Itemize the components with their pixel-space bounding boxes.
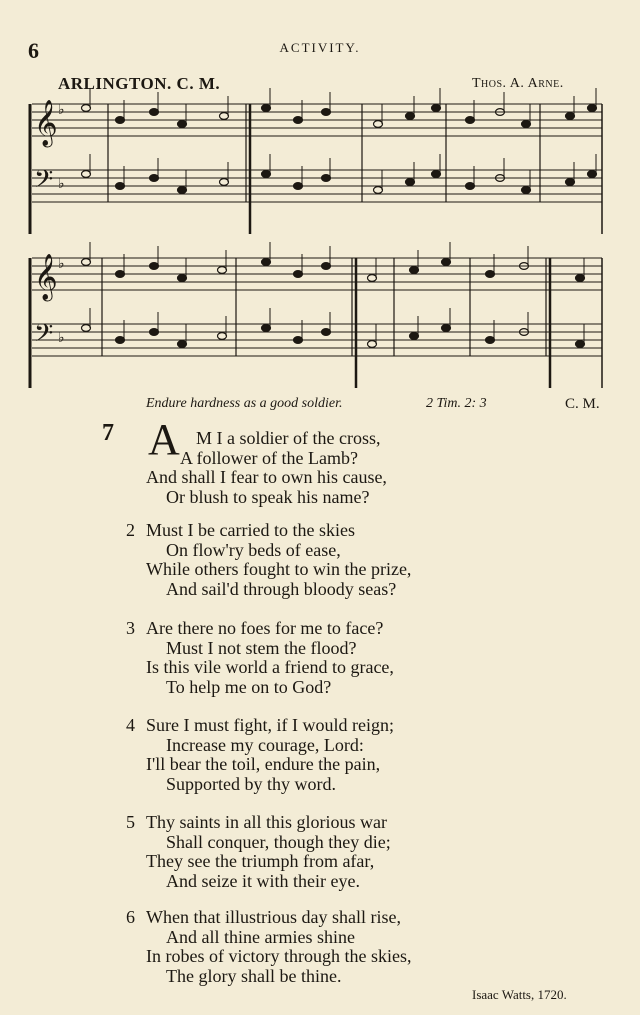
note-head bbox=[220, 113, 229, 120]
note-head bbox=[588, 105, 597, 112]
note-head bbox=[294, 337, 303, 344]
bar-lines bbox=[30, 104, 602, 388]
verse-line: To help me on to God? bbox=[166, 676, 332, 697]
verse-line: I'll bear the toil, endure the pain, bbox=[146, 754, 381, 775]
note-head bbox=[406, 113, 415, 120]
note-head bbox=[368, 341, 377, 348]
tune-name: ARLINGTON. C. M. bbox=[58, 74, 221, 93]
verse-line: In robes of victory through the skies, bbox=[146, 946, 412, 967]
verse-line: A follower of the Lamb? bbox=[180, 447, 358, 468]
staff-lines bbox=[32, 104, 602, 356]
verse-line: And all thine armies shine bbox=[166, 926, 355, 947]
treble-clef: 𝄞 bbox=[34, 100, 58, 146]
note-head bbox=[116, 117, 125, 124]
note-head bbox=[522, 121, 531, 128]
note-head bbox=[322, 175, 331, 182]
verse-line: Thy saints in all this glorious war bbox=[146, 812, 387, 832]
note-head bbox=[116, 183, 125, 190]
note-head bbox=[82, 105, 91, 112]
note-head bbox=[218, 333, 227, 340]
verse-line: M I a soldier of the cross, bbox=[196, 428, 381, 448]
note-head bbox=[178, 121, 187, 128]
verse-line: Sure I must fight, if I would reign; bbox=[146, 715, 394, 735]
note-head bbox=[322, 329, 331, 336]
note-head bbox=[116, 271, 125, 278]
drop-cap: A bbox=[148, 415, 180, 464]
note-head bbox=[368, 275, 377, 282]
composer: Thos. A. Arne. bbox=[472, 76, 564, 91]
clefs bbox=[34, 100, 65, 354]
note-head bbox=[220, 179, 229, 186]
note-head bbox=[576, 341, 585, 348]
note-head bbox=[218, 267, 227, 274]
running-head: ACTIVITY. bbox=[279, 40, 361, 55]
note-head bbox=[82, 259, 91, 266]
scripture-text: Endure hardness as a good soldier. bbox=[146, 396, 343, 411]
page-number: 6 bbox=[28, 38, 39, 63]
verse-line: Or blush to speak his name? bbox=[166, 486, 370, 507]
author-credit: Isaac Watts, 1720. bbox=[472, 987, 567, 1002]
note-head bbox=[82, 325, 91, 332]
verse-line: Increase my courage, Lord: bbox=[166, 734, 364, 755]
note-head bbox=[178, 187, 187, 194]
note-head bbox=[178, 275, 187, 282]
note-head bbox=[262, 325, 271, 332]
verse-line: The glory shall be thine. bbox=[166, 965, 342, 986]
note-head bbox=[322, 109, 331, 116]
music-score bbox=[0, 0, 640, 390]
treble-clef: 𝄞 bbox=[34, 254, 58, 300]
note-head bbox=[486, 337, 495, 344]
scripture-reference: 2 Tim. 2: 3 bbox=[426, 396, 487, 411]
note-head bbox=[410, 333, 419, 340]
note-head bbox=[294, 271, 303, 278]
note-head bbox=[432, 105, 441, 112]
note-head bbox=[406, 179, 415, 186]
note-head bbox=[432, 171, 441, 178]
verse-line: On flow'ry beds of ease, bbox=[166, 539, 341, 560]
note-head bbox=[374, 121, 383, 128]
note-head bbox=[410, 267, 419, 274]
bass-clef: 𝄢 bbox=[34, 165, 54, 200]
verse-line: Shall conquer, though they die; bbox=[166, 831, 391, 852]
note-head bbox=[466, 117, 475, 124]
note-head bbox=[150, 329, 159, 336]
verse-line: Supported by thy word. bbox=[166, 773, 336, 794]
note-head bbox=[442, 325, 451, 332]
note-head bbox=[116, 337, 125, 344]
note-head bbox=[522, 187, 531, 194]
hymn-number: 7 bbox=[102, 420, 114, 446]
verse-line: And shall I fear to own his cause, bbox=[146, 467, 387, 488]
key-signature-flat: ♭ bbox=[58, 330, 65, 346]
verse-line: They see the triumph from afar, bbox=[146, 851, 375, 872]
note-head bbox=[566, 113, 575, 120]
note-head bbox=[588, 171, 597, 178]
meter: C. M. bbox=[565, 396, 600, 412]
note-head bbox=[262, 105, 271, 112]
verse-line: Must I not stem the flood? bbox=[166, 637, 357, 658]
verse-number: 5 bbox=[126, 812, 135, 832]
note-head bbox=[178, 341, 187, 348]
notes bbox=[82, 88, 597, 347]
verse-number: 2 bbox=[126, 520, 135, 540]
note-head bbox=[150, 109, 159, 116]
note-head bbox=[442, 259, 451, 266]
note-head bbox=[262, 259, 271, 266]
verse-line: Is this vile world a friend to grace, bbox=[146, 657, 394, 678]
key-signature-flat: ♭ bbox=[58, 102, 65, 118]
verse-number: 4 bbox=[126, 715, 135, 735]
note-head bbox=[374, 187, 383, 194]
note-head bbox=[566, 179, 575, 186]
note-head bbox=[576, 275, 585, 282]
note-head bbox=[82, 171, 91, 178]
verse-line: While others fought to win the prize, bbox=[146, 559, 412, 580]
key-signature-flat: ♭ bbox=[58, 176, 65, 192]
verse-number: 3 bbox=[126, 618, 135, 638]
verse-line: Are there no foes for me to face? bbox=[146, 618, 384, 638]
bass-clef: 𝄢 bbox=[34, 319, 54, 354]
verse-line: Must I be carried to the skies bbox=[146, 520, 355, 540]
verse-line: When that illustrious day shall rise, bbox=[146, 907, 401, 927]
key-signature-flat: ♭ bbox=[58, 256, 65, 272]
note-head bbox=[322, 263, 331, 270]
note-head bbox=[466, 183, 475, 190]
verse-number: 6 bbox=[126, 907, 135, 927]
note-head bbox=[262, 171, 271, 178]
note-head bbox=[294, 117, 303, 124]
note-head bbox=[486, 271, 495, 278]
verse-line: And seize it with their eye. bbox=[166, 870, 360, 891]
verse-line: And sail'd through bloody seas? bbox=[166, 578, 397, 599]
note-head bbox=[150, 263, 159, 270]
note-head bbox=[150, 175, 159, 182]
note-head bbox=[294, 183, 303, 190]
